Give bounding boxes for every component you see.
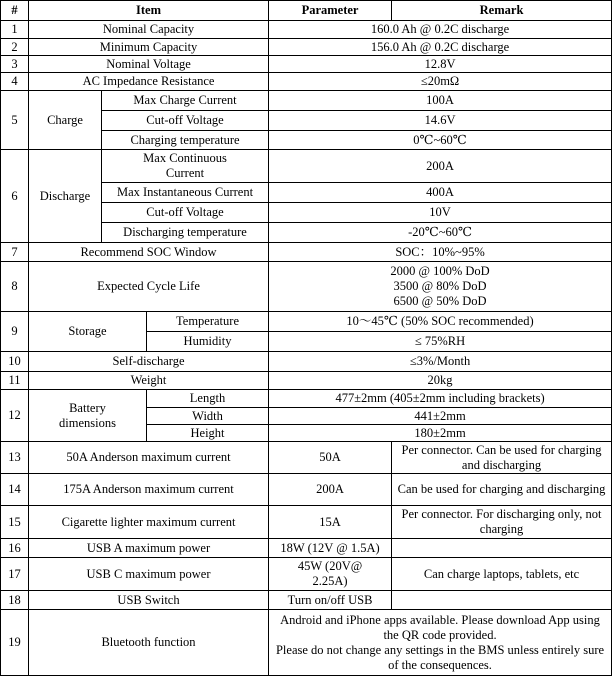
- item-parameter: 18W (12V @ 1.5A): [269, 539, 392, 558]
- table-row: [1, 39, 612, 56]
- item-value: ≤ 75%RH: [269, 332, 612, 352]
- item-value: 180±2mm: [269, 425, 612, 442]
- table-row: [1, 442, 612, 474]
- table-row: [1, 150, 612, 183]
- item-parameter: 15A: [269, 506, 392, 539]
- item-label: Expected Cycle Life: [29, 262, 269, 312]
- table-row: [1, 558, 612, 591]
- table-row: [1, 539, 612, 558]
- item-value: 200A: [269, 150, 612, 183]
- item-parameter: Turn on/off USB: [269, 591, 392, 610]
- item-label: Cut-off Voltage: [102, 203, 269, 223]
- item-remark: [392, 591, 612, 610]
- item-label: Cigarette lighter maximum current: [29, 506, 269, 539]
- table-row: [1, 506, 612, 539]
- group-label: Charge: [29, 91, 102, 150]
- header-item: Item: [29, 1, 269, 21]
- row-number: 3: [1, 56, 29, 73]
- item-value: 400A: [269, 183, 612, 203]
- item-label: Bluetooth function: [29, 610, 269, 676]
- item-label: Length: [147, 390, 269, 408]
- item-value: 14.6V: [269, 111, 612, 131]
- item-value: -20℃~60℃: [269, 223, 612, 243]
- item-value: 12.8V: [269, 56, 612, 73]
- item-parameter: 45W (20V@ 2.25A): [269, 558, 392, 591]
- item-label: Recommend SOC Window: [29, 243, 269, 262]
- item-remark: Per connector. For discharging only, not charging: [392, 506, 612, 539]
- item-label: Height: [147, 425, 269, 442]
- table-row: [1, 372, 612, 390]
- item-value: [269, 262, 612, 312]
- item-label: Width: [147, 408, 269, 425]
- table-row: [1, 91, 612, 111]
- item-label: Minimum Capacity: [29, 39, 269, 56]
- header-number: #: [1, 1, 29, 21]
- row-number: 9: [1, 312, 29, 352]
- item-remark: Can be used for charging and discharging: [392, 474, 612, 506]
- row-number: 10: [1, 352, 29, 372]
- item-value: 0℃~60℃: [269, 131, 612, 150]
- item-label: Cut-off Voltage: [102, 111, 269, 131]
- item-label: Nominal Capacity: [29, 21, 269, 39]
- row-number: 8: [1, 262, 29, 312]
- row-number: 12: [1, 390, 29, 442]
- group-label: Storage: [29, 312, 147, 352]
- row-number: 4: [1, 73, 29, 91]
- item-value: 10V: [269, 203, 612, 223]
- table-row: [1, 610, 612, 676]
- row-number: 11: [1, 372, 29, 390]
- item-value: 477±2mm (405±2mm including brackets): [269, 390, 612, 408]
- cycle-life-line: 3500 @ 80% DoD: [393, 279, 487, 293]
- table-row: [1, 390, 612, 408]
- header-parameter: Parameter: [269, 1, 392, 21]
- row-number: 18: [1, 591, 29, 610]
- item-value: [269, 610, 612, 676]
- table-row: [1, 591, 612, 610]
- item-label: Charging temperature: [102, 131, 269, 150]
- table-row: [1, 73, 612, 91]
- item-parameter: 50A: [269, 442, 392, 474]
- row-number: 16: [1, 539, 29, 558]
- item-label: USB A maximum power: [29, 539, 269, 558]
- item-remark: Per connector. Can be used for charging and discharging: [392, 442, 612, 474]
- item-remark: [392, 539, 612, 558]
- item-label: 175A Anderson maximum current: [29, 474, 269, 506]
- item-label: USB C maximum power: [29, 558, 269, 591]
- table-row: [1, 262, 612, 312]
- row-number: 13: [1, 442, 29, 474]
- row-number: 19: [1, 610, 29, 676]
- item-value: ≤20mΩ: [269, 73, 612, 91]
- item-value: 441±2mm: [269, 408, 612, 425]
- row-number: 15: [1, 506, 29, 539]
- table-row: [1, 21, 612, 39]
- item-label: 50A Anderson maximum current: [29, 442, 269, 474]
- cycle-life-line: 6500 @ 50% DoD: [393, 294, 487, 308]
- item-value: SOC：10%~95%: [269, 243, 612, 262]
- item-label: Max Continuous Current: [102, 150, 269, 183]
- item-label: Temperature: [147, 312, 269, 332]
- item-value: 10～45℃ (50% SOC recommended): [269, 312, 612, 332]
- row-number: 6: [1, 150, 29, 243]
- table-row: [1, 474, 612, 506]
- item-label: Max Charge Current: [102, 91, 269, 111]
- item-value: 160.0 Ah @ 0.2C discharge: [269, 21, 612, 39]
- item-parameter: 200A: [269, 474, 392, 506]
- item-value: ≤3%/Month: [269, 352, 612, 372]
- bluetooth-note-line: Android and iPhone apps available. Please download App using the QR code provided.: [280, 612, 600, 642]
- item-label: Weight: [29, 372, 269, 390]
- group-label: Discharge: [29, 150, 102, 243]
- table-row: [1, 243, 612, 262]
- item-value: 156.0 Ah @ 0.2C discharge: [269, 39, 612, 56]
- item-label: Max Instantaneous Current: [102, 183, 269, 203]
- header-row: [1, 1, 612, 21]
- item-label: Self-discharge: [29, 352, 269, 372]
- group-label: Battery dimensions: [29, 390, 147, 442]
- item-value: 100A: [269, 91, 612, 111]
- table-row: [1, 312, 612, 332]
- table-row: [1, 56, 612, 73]
- row-number: 14: [1, 474, 29, 506]
- item-value: 20kg: [269, 372, 612, 390]
- row-number: 17: [1, 558, 29, 591]
- row-number: 1: [1, 21, 29, 39]
- item-label: Discharging temperature: [102, 223, 269, 243]
- table-row: [1, 352, 612, 372]
- item-label: Humidity: [147, 332, 269, 352]
- bluetooth-note-line: Please do not change any settings in the BMS unless entirely sure of the consequences.: [275, 642, 605, 672]
- row-number: 5: [1, 91, 29, 150]
- item-remark: Can charge laptops, tablets, etc: [392, 558, 612, 591]
- row-number: 7: [1, 243, 29, 262]
- item-label: Nominal Voltage: [29, 56, 269, 73]
- item-label: AC Impedance Resistance: [29, 73, 269, 91]
- header-remark: Remark: [392, 1, 612, 21]
- cycle-life-line: 2000 @ 100% DoD: [390, 264, 490, 278]
- item-label: USB Switch: [29, 591, 269, 610]
- row-number: 2: [1, 39, 29, 56]
